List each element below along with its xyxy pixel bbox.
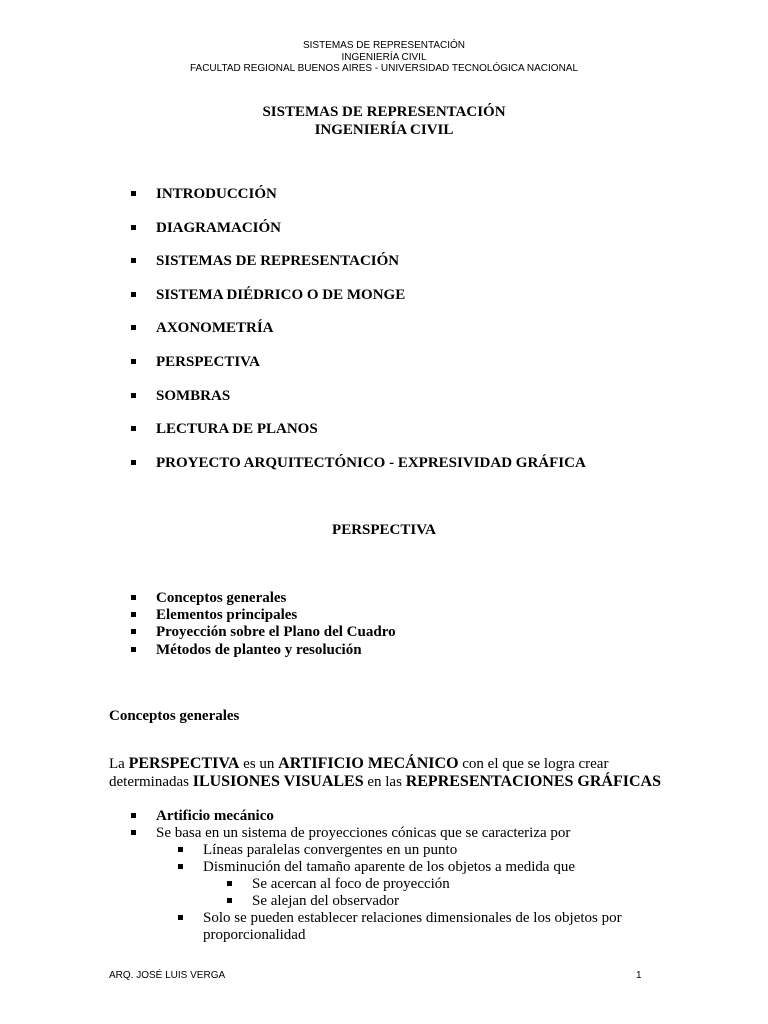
- paragraph-bold: ARTIFICIO MECÁNICO: [278, 755, 459, 772]
- list-item: [178, 842, 658, 859]
- bullet-square-icon: [131, 393, 136, 398]
- list-item-label: Artificio mecánico: [156, 808, 274, 824]
- list-item: [131, 624, 396, 641]
- bullet-square-icon: [131, 191, 136, 196]
- toc-item-label: INTRODUCCIÓN: [156, 186, 277, 202]
- header-line-3: FACULTAD REGIONAL BUENOS AIRES - UNIVERSIDAD TECNOLÓGICA NACIONAL: [189, 63, 579, 74]
- list-item-label: Proyección sobre el Plano del Cuadro: [156, 624, 396, 641]
- section-topics-list: [131, 590, 396, 659]
- subsection-heading: Conceptos generales: [109, 708, 240, 724]
- toc-item-label: SISTEMAS DE REPRESENTACIÓN: [156, 253, 400, 270]
- list-item: [131, 607, 396, 624]
- bullet-square-icon: [131, 813, 136, 818]
- paragraph-bold: REPRESENTACIONES GRÁFICAS: [405, 773, 661, 790]
- list-item-label: Métodos de planteo y resolución: [156, 641, 362, 658]
- list-item: [131, 590, 396, 607]
- paragraph-bold: ILUSIONES VISUALES: [192, 773, 364, 790]
- document-title: [0, 103, 768, 139]
- toc-item-label: SOMBRAS: [156, 387, 231, 404]
- toc-item: [131, 287, 586, 321]
- toc-item-label: LECTURA DE PLANOS: [156, 421, 318, 438]
- title-line-2: INGENIERÍA CIVIL: [314, 122, 454, 138]
- list-item: [178, 859, 658, 876]
- bullet-square-icon: [131, 629, 136, 634]
- toc-item: [131, 354, 586, 388]
- bullet-square-icon: [178, 864, 183, 869]
- paragraph-text: La: [109, 756, 129, 772]
- toc-item: [131, 253, 586, 287]
- bullet-square-icon: [131, 426, 136, 431]
- paragraph-text: en las: [363, 774, 406, 790]
- header-line-1: SISTEMAS DE REPRESENTACIÓN: [302, 40, 466, 51]
- bullet-square-icon: [178, 915, 183, 920]
- bullet-square-icon: [131, 225, 136, 230]
- bullet-square-icon: [131, 359, 136, 364]
- section-title: PERSPECTIVA: [332, 522, 436, 538]
- body-paragraph: [109, 755, 679, 791]
- paragraph-bold: PERSPECTIVA: [128, 755, 240, 772]
- bullet-square-icon: [131, 830, 136, 835]
- toc-item: [131, 421, 586, 455]
- bullet-square-icon: [131, 292, 136, 297]
- bullet-square-icon: [178, 847, 183, 852]
- list-item-label: Se basa en un sistema de proyecciones cónicas que se caracteriza por: [156, 825, 571, 841]
- title-line-1: SISTEMAS DE REPRESENTACIÓN: [262, 104, 506, 120]
- list-item: [131, 825, 658, 842]
- toc-item-label: PROYECTO ARQUITECTÓNICO - EXPRESIVIDAD GRÁFICA: [156, 454, 586, 471]
- toc-item: [131, 186, 586, 220]
- toc-item: [131, 220, 586, 254]
- bullet-square-icon: [131, 258, 136, 263]
- bullet-square-icon: [227, 898, 232, 903]
- bullet-square-icon: [131, 325, 136, 330]
- footer-author: ARQ. JOSÉ LUIS VERGA: [109, 970, 226, 981]
- list-item-label: Se alejan del observador: [252, 893, 400, 909]
- toc-item-label: DIAGRAMACIÓN: [156, 219, 281, 236]
- list-item-label: Disminución del tamaño aparente de los objetos a medida que: [203, 859, 575, 875]
- header-line-2: INGENIERÍA CIVIL: [341, 51, 427, 63]
- toc-item: [131, 320, 586, 354]
- page-number: 1: [636, 970, 642, 981]
- list-item: [178, 910, 658, 944]
- toc-item: [131, 455, 586, 489]
- bullet-square-icon: [131, 595, 136, 600]
- list-item-label: Solo se pueden establecer relaciones dimensionales de los objetos por proporcionalidad: [203, 910, 622, 943]
- toc-item: [131, 388, 586, 422]
- list-item-label: Se acercan al foco de proyección: [252, 876, 450, 892]
- toc-item-label: AXONOMETRÍA: [156, 320, 274, 337]
- toc-item-label: PERSPECTIVA: [156, 353, 260, 370]
- page-header: [0, 40, 768, 75]
- toc-item-label: SISTEMA DIÉDRICO O DE MONGE: [156, 286, 406, 303]
- bullet-square-icon: [131, 647, 136, 652]
- table-of-contents: [131, 186, 586, 488]
- list-item: [131, 808, 658, 825]
- bullet-square-icon: [131, 612, 136, 617]
- paragraph-text: es un: [239, 756, 279, 772]
- list-item-label: Conceptos generales: [156, 590, 287, 606]
- details-list: [131, 808, 658, 944]
- list-item-label: Elementos principales: [156, 607, 298, 624]
- list-item: [131, 642, 396, 659]
- bullet-square-icon: [131, 460, 136, 465]
- list-item: [227, 893, 658, 910]
- bullet-square-icon: [227, 881, 232, 886]
- list-item-label: Líneas paralelas convergentes en un punto: [203, 842, 458, 858]
- list-item: [227, 876, 658, 893]
- paragraph-text: con el que se logra crear determinadas: [109, 756, 609, 790]
